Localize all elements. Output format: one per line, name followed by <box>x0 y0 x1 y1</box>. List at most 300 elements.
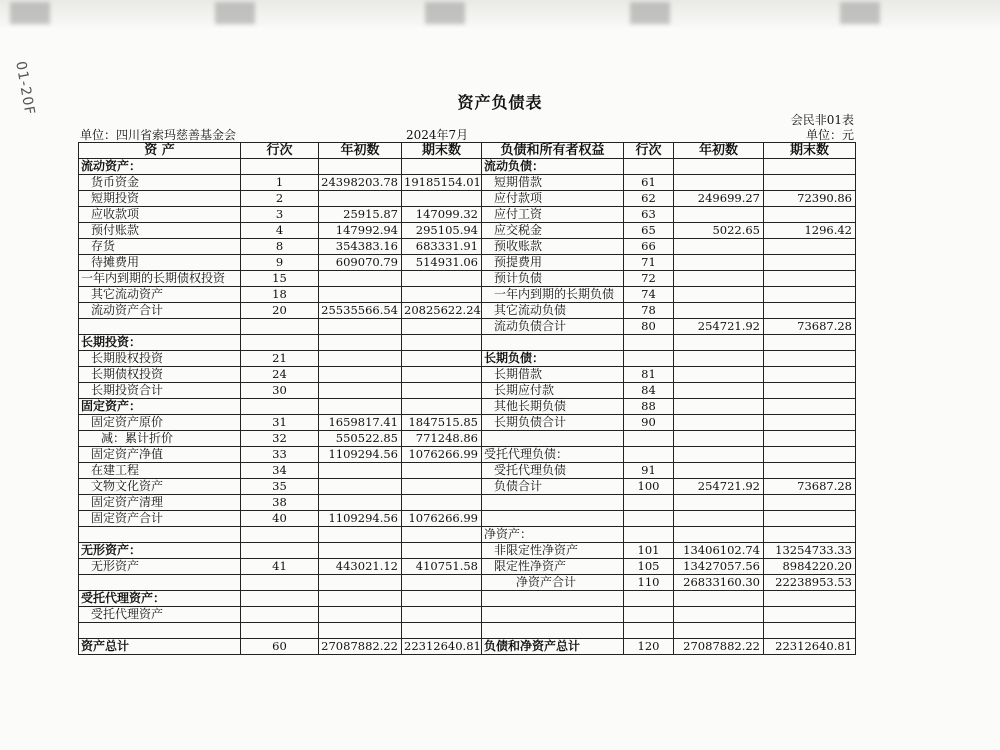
header-begin2: 年初数 <box>674 143 764 159</box>
organization-label: 单位：四川省索玛慈善基金会 <box>80 128 237 142</box>
liability-begin: 13427057.56 <box>674 559 764 575</box>
liability-item <box>482 511 624 527</box>
asset-begin <box>319 575 402 591</box>
asset-begin <box>319 319 402 335</box>
table-row <box>79 271 856 287</box>
liability-line: 63 <box>624 207 674 223</box>
table-row <box>79 575 856 591</box>
table-row <box>79 239 856 255</box>
asset-line <box>241 159 319 175</box>
liability-line <box>624 511 674 527</box>
asset-line <box>241 623 319 639</box>
asset-item: 存货 <box>79 239 241 255</box>
asset-line: 33 <box>241 447 319 463</box>
asset-item: 流动资产： <box>79 159 241 175</box>
asset-end: 295105.94 <box>402 223 482 239</box>
asset-begin: 1109294.56 <box>319 447 402 463</box>
liability-item: 其它流动负债 <box>482 303 624 319</box>
asset-end <box>402 399 482 415</box>
liability-begin <box>674 351 764 367</box>
asset-item: 资产总计 <box>79 639 241 655</box>
asset-begin <box>319 591 402 607</box>
asset-line: 30 <box>241 383 319 399</box>
liability-end <box>764 591 856 607</box>
asset-end: 771248.86 <box>402 431 482 447</box>
table-row <box>79 463 856 479</box>
liability-line: 101 <box>624 543 674 559</box>
asset-line <box>241 575 319 591</box>
liability-begin <box>674 399 764 415</box>
asset-item: 文物文化资产 <box>79 479 241 495</box>
asset-item: 固定资产合计 <box>79 511 241 527</box>
liability-begin <box>674 175 764 191</box>
liability-item: 受托代理负债： <box>482 447 624 463</box>
asset-line: 31 <box>241 415 319 431</box>
liability-item: 应付款项 <box>482 191 624 207</box>
asset-end: 22312640.81 <box>402 639 482 655</box>
asset-line: 35 <box>241 479 319 495</box>
liability-item: 长期负债合计 <box>482 415 624 431</box>
liability-line: 91 <box>624 463 674 479</box>
asset-begin <box>319 463 402 479</box>
asset-end <box>402 623 482 639</box>
asset-item <box>79 319 241 335</box>
asset-line <box>241 591 319 607</box>
asset-end: 19185154.01 <box>402 175 482 191</box>
asset-line: 3 <box>241 207 319 223</box>
liability-line: 66 <box>624 239 674 255</box>
asset-end <box>402 367 482 383</box>
table-row <box>79 367 856 383</box>
header-meta <box>78 126 854 142</box>
liability-item: 应付工资 <box>482 207 624 223</box>
asset-line <box>241 527 319 543</box>
liability-begin <box>674 591 764 607</box>
asset-line: 1 <box>241 175 319 191</box>
asset-begin <box>319 383 402 399</box>
liability-end <box>764 623 856 639</box>
asset-item: 流动资产合计 <box>79 303 241 319</box>
liability-end <box>764 175 856 191</box>
asset-begin: 1659817.41 <box>319 415 402 431</box>
asset-end: 20825622.24 <box>402 303 482 319</box>
asset-begin <box>319 159 402 175</box>
liability-end <box>764 607 856 623</box>
liability-end <box>764 351 856 367</box>
table-row <box>79 335 856 351</box>
asset-begin <box>319 479 402 495</box>
liability-end <box>764 495 856 511</box>
table-body <box>79 159 856 655</box>
asset-item: 无形资产 <box>79 559 241 575</box>
asset-item: 减：累计折价 <box>79 431 241 447</box>
liability-end: 22312640.81 <box>764 639 856 655</box>
asset-end: 683331.91 <box>402 239 482 255</box>
liability-item <box>482 607 624 623</box>
asset-item: 长期债权投资 <box>79 367 241 383</box>
asset-end: 1847515.85 <box>402 415 482 431</box>
liability-end <box>764 239 856 255</box>
asset-begin: 27087882.22 <box>319 639 402 655</box>
table-header-row <box>79 143 856 159</box>
liability-begin: 254721.92 <box>674 319 764 335</box>
table-row <box>79 431 856 447</box>
liability-begin <box>674 463 764 479</box>
asset-line: 40 <box>241 511 319 527</box>
liability-begin: 254721.92 <box>674 479 764 495</box>
asset-begin <box>319 543 402 559</box>
liability-end <box>764 415 856 431</box>
asset-end <box>402 319 482 335</box>
table-row <box>79 159 856 175</box>
liability-item: 应交税金 <box>482 223 624 239</box>
table-row <box>79 399 856 415</box>
asset-begin <box>319 351 402 367</box>
liability-line: 105 <box>624 559 674 575</box>
header-asset: 资 产 <box>79 143 241 159</box>
asset-begin: 24398203.78 <box>319 175 402 191</box>
asset-item <box>79 575 241 591</box>
liability-line <box>624 431 674 447</box>
table-row <box>79 543 856 559</box>
liability-end <box>764 383 856 399</box>
asset-line: 41 <box>241 559 319 575</box>
liability-begin <box>674 255 764 271</box>
table-row <box>79 415 856 431</box>
page-title: 资产负债表 <box>457 93 543 112</box>
liability-begin <box>674 335 764 351</box>
asset-begin: 1109294.56 <box>319 511 402 527</box>
header-end2: 期末数 <box>764 143 856 159</box>
unit-label: 单位：元 <box>805 128 854 142</box>
asset-item: 受托代理资产： <box>79 591 241 607</box>
table-row <box>79 479 856 495</box>
liability-end: 8984220.20 <box>764 559 856 575</box>
asset-end <box>402 607 482 623</box>
asset-line <box>241 399 319 415</box>
liability-item: 长期借款 <box>482 367 624 383</box>
table-row <box>79 607 856 623</box>
asset-item: 预付账款 <box>79 223 241 239</box>
liability-end <box>764 447 856 463</box>
liability-line <box>624 527 674 543</box>
asset-line: 4 <box>241 223 319 239</box>
liability-item: 负债和净资产总计 <box>482 639 624 655</box>
asset-item: 固定资产清理 <box>79 495 241 511</box>
liability-item: 短期借款 <box>482 175 624 191</box>
asset-item: 短期投资 <box>79 191 241 207</box>
asset-end: 514931.06 <box>402 255 482 271</box>
liability-end <box>764 207 856 223</box>
liability-begin: 5022.65 <box>674 223 764 239</box>
asset-item: 受托代理资产 <box>79 607 241 623</box>
asset-item: 在建工程 <box>79 463 241 479</box>
asset-end: 147099.32 <box>402 207 482 223</box>
liability-end <box>764 367 856 383</box>
form-code: 会民非01表 <box>790 113 854 127</box>
table-row <box>79 351 856 367</box>
liability-begin: 26833160.30 <box>674 575 764 591</box>
asset-end <box>402 159 482 175</box>
table-row <box>79 639 856 655</box>
asset-end <box>402 383 482 399</box>
table-row <box>79 495 856 511</box>
asset-end <box>402 335 482 351</box>
asset-begin: 25915.87 <box>319 207 402 223</box>
asset-line: 8 <box>241 239 319 255</box>
liability-item: 流动负债合计 <box>482 319 624 335</box>
liability-end <box>764 463 856 479</box>
liability-end <box>764 399 856 415</box>
asset-begin <box>319 495 402 511</box>
asset-line: 32 <box>241 431 319 447</box>
liability-end <box>764 271 856 287</box>
liability-item: 一年内到期的长期负债 <box>482 287 624 303</box>
liability-item: 负债合计 <box>482 479 624 495</box>
liability-item: 非限定性净资产 <box>482 543 624 559</box>
asset-line: 9 <box>241 255 319 271</box>
liability-begin <box>674 383 764 399</box>
asset-item: 无形资产： <box>79 543 241 559</box>
asset-line: 21 <box>241 351 319 367</box>
liability-item: 长期应付款 <box>482 383 624 399</box>
table-row <box>79 223 856 239</box>
asset-begin: 550522.85 <box>319 431 402 447</box>
table-row <box>79 383 856 399</box>
asset-begin <box>319 287 402 303</box>
liability-item: 其他长期负债 <box>482 399 624 415</box>
liability-line <box>624 591 674 607</box>
scan-smudge <box>10 2 50 24</box>
asset-end <box>402 575 482 591</box>
liability-line: 84 <box>624 383 674 399</box>
table-row <box>79 319 856 335</box>
asset-line: 34 <box>241 463 319 479</box>
asset-line <box>241 607 319 623</box>
liability-line: 81 <box>624 367 674 383</box>
liability-item: 受托代理负债 <box>482 463 624 479</box>
asset-line: 38 <box>241 495 319 511</box>
header-liabilities: 负债和所有者权益 <box>482 143 624 159</box>
asset-end <box>402 351 482 367</box>
liability-end <box>764 527 856 543</box>
asset-begin: 443021.12 <box>319 559 402 575</box>
table-row <box>79 623 856 639</box>
liability-begin: 27087882.22 <box>674 639 764 655</box>
scan-smudge <box>840 2 880 24</box>
asset-end <box>402 527 482 543</box>
table-row <box>79 303 856 319</box>
asset-end: 410751.58 <box>402 559 482 575</box>
liability-line: 78 <box>624 303 674 319</box>
liability-begin <box>674 431 764 447</box>
asset-end <box>402 271 482 287</box>
table-row <box>79 511 856 527</box>
liability-begin: 249699.27 <box>674 191 764 207</box>
header-end: 期末数 <box>402 143 482 159</box>
header-line: 行次 <box>241 143 319 159</box>
asset-end <box>402 463 482 479</box>
header-begin: 年初数 <box>319 143 402 159</box>
table-row <box>79 559 856 575</box>
asset-end: 1076266.99 <box>402 447 482 463</box>
asset-end <box>402 543 482 559</box>
asset-line <box>241 319 319 335</box>
asset-begin <box>319 367 402 383</box>
asset-item: 应收款项 <box>79 207 241 223</box>
asset-end <box>402 479 482 495</box>
asset-begin <box>319 271 402 287</box>
asset-end <box>402 591 482 607</box>
liability-item <box>482 335 624 351</box>
liability-line <box>624 159 674 175</box>
asset-line: 20 <box>241 303 319 319</box>
liability-end <box>764 335 856 351</box>
liability-item <box>482 495 624 511</box>
liability-item <box>482 591 624 607</box>
liability-item: 预提费用 <box>482 255 624 271</box>
liability-end <box>764 287 856 303</box>
liability-end: 72390.86 <box>764 191 856 207</box>
liability-begin <box>674 271 764 287</box>
liability-begin <box>674 495 764 511</box>
table-row <box>79 207 856 223</box>
liability-line: 90 <box>624 415 674 431</box>
asset-line <box>241 335 319 351</box>
liability-end: 73687.28 <box>764 479 856 495</box>
asset-item: 长期投资： <box>79 335 241 351</box>
table-row <box>79 447 856 463</box>
asset-end <box>402 191 482 207</box>
liability-begin <box>674 415 764 431</box>
asset-begin <box>319 191 402 207</box>
liability-begin: 13406102.74 <box>674 543 764 559</box>
liability-item <box>482 431 624 447</box>
liability-item: 预收账款 <box>482 239 624 255</box>
liability-end: 22238953.53 <box>764 575 856 591</box>
liability-line <box>624 351 674 367</box>
liability-line: 62 <box>624 191 674 207</box>
liability-end <box>764 303 856 319</box>
liability-begin <box>674 303 764 319</box>
header-line2: 行次 <box>624 143 674 159</box>
asset-item: 一年内到期的长期债权投资 <box>79 271 241 287</box>
asset-item: 固定资产原价 <box>79 415 241 431</box>
liability-end <box>764 255 856 271</box>
liability-end <box>764 511 856 527</box>
table-row <box>79 287 856 303</box>
liability-line: 61 <box>624 175 674 191</box>
liability-item: 流动负债： <box>482 159 624 175</box>
asset-begin <box>319 623 402 639</box>
asset-line: 15 <box>241 271 319 287</box>
liability-begin <box>674 239 764 255</box>
balance-sheet-table <box>78 142 856 655</box>
liability-item <box>482 623 624 639</box>
asset-end: 1076266.99 <box>402 511 482 527</box>
liability-end: 1296.42 <box>764 223 856 239</box>
liability-line: 120 <box>624 639 674 655</box>
liability-line: 72 <box>624 271 674 287</box>
asset-item: 长期投资合计 <box>79 383 241 399</box>
table-row <box>79 527 856 543</box>
asset-item: 其它流动资产 <box>79 287 241 303</box>
liability-line <box>624 623 674 639</box>
handwritten-note: 01-20F <box>12 60 38 117</box>
liability-line: 100 <box>624 479 674 495</box>
scan-smudge <box>630 2 670 24</box>
table-row <box>79 591 856 607</box>
asset-begin: 354383.16 <box>319 239 402 255</box>
scan-smudge <box>215 2 255 24</box>
liability-begin <box>674 207 764 223</box>
liability-line <box>624 447 674 463</box>
asset-line: 18 <box>241 287 319 303</box>
liability-begin <box>674 159 764 175</box>
table-row <box>79 191 856 207</box>
asset-line: 24 <box>241 367 319 383</box>
asset-end <box>402 287 482 303</box>
table-row <box>79 175 856 191</box>
table-row <box>79 255 856 271</box>
liability-line: 71 <box>624 255 674 271</box>
asset-line: 60 <box>241 639 319 655</box>
liability-line: 65 <box>624 223 674 239</box>
asset-item: 待摊费用 <box>79 255 241 271</box>
liability-line <box>624 607 674 623</box>
liability-begin <box>674 527 764 543</box>
scan-smudge <box>425 2 465 24</box>
asset-begin: 25535566.54 <box>319 303 402 319</box>
liability-begin <box>674 623 764 639</box>
liability-line: 110 <box>624 575 674 591</box>
asset-item: 固定资产： <box>79 399 241 415</box>
liability-end: 13254733.33 <box>764 543 856 559</box>
period-label: 2024年7月 <box>406 128 469 142</box>
liability-item: 长期负债： <box>482 351 624 367</box>
liability-end <box>764 431 856 447</box>
asset-item <box>79 623 241 639</box>
asset-begin <box>319 527 402 543</box>
asset-begin <box>319 399 402 415</box>
asset-end <box>402 495 482 511</box>
liability-end: 73687.28 <box>764 319 856 335</box>
asset-item: 长期股权投资 <box>79 351 241 367</box>
asset-begin: 147992.94 <box>319 223 402 239</box>
asset-item: 固定资产净值 <box>79 447 241 463</box>
asset-begin: 609070.79 <box>319 255 402 271</box>
scan-top-edge <box>0 0 1000 28</box>
liability-begin <box>674 511 764 527</box>
liability-item: 净资产： <box>482 527 624 543</box>
asset-item: 货币资金 <box>79 175 241 191</box>
liability-begin <box>674 607 764 623</box>
liability-line <box>624 335 674 351</box>
asset-line <box>241 543 319 559</box>
asset-begin <box>319 335 402 351</box>
liability-item: 限定性净资产 <box>482 559 624 575</box>
liability-item: 预计负债 <box>482 271 624 287</box>
liability-line: 80 <box>624 319 674 335</box>
liability-begin <box>674 287 764 303</box>
liability-line <box>624 495 674 511</box>
liability-line: 88 <box>624 399 674 415</box>
liability-item: 净资产合计 <box>482 575 624 591</box>
asset-item <box>79 527 241 543</box>
asset-begin <box>319 607 402 623</box>
liability-line: 74 <box>624 287 674 303</box>
liability-begin <box>674 367 764 383</box>
